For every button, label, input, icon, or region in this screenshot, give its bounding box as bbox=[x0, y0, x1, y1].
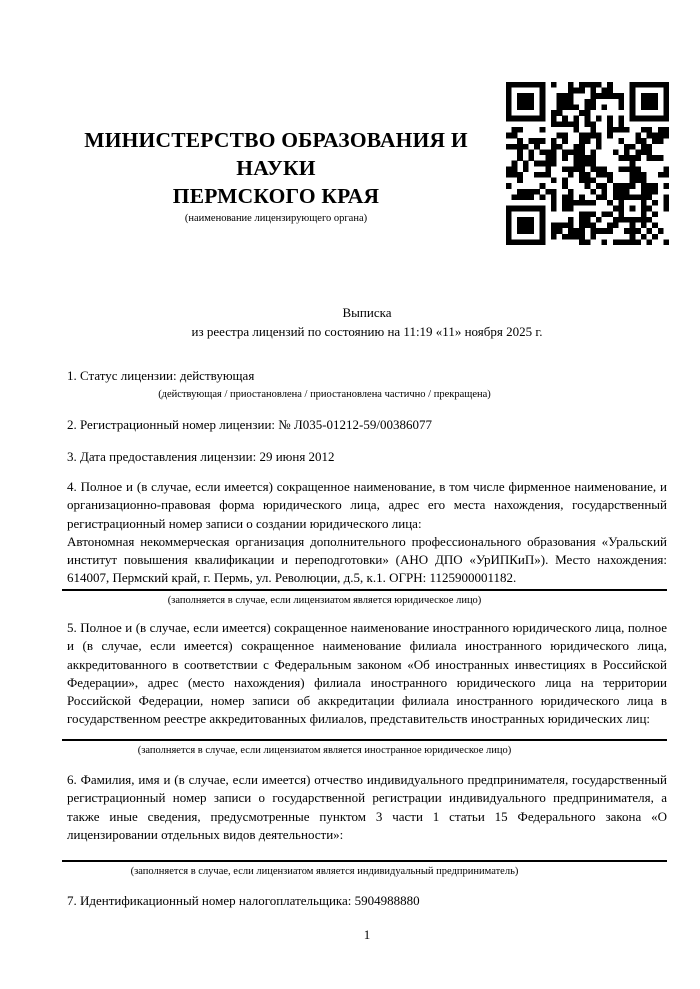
foreign-entity-question: 5. Полное и (в случае, если имеется) сокращенное наименование иностранного юридического лица, полное и (в случае, если имеется) сокращенное наименование филиала иностранного юридического лица, аккредитованного в соответствии с Федеральным законом «Об иностранных инвестициях в Российской Федерации», адрес (место нахождения) филиала иностранного юридического лица на территории Российской Федерации, номер записи об аккредитации филиала иностранного юридического лица в государственном реестре аккредитованных филиалов, представительств иностранных юридических лиц: bbox=[67, 620, 667, 727]
answer-underline bbox=[62, 589, 667, 591]
field-foreign-entity bbox=[67, 619, 667, 758]
document-title-line2: из реестра лицензий по состоянию на 11:19 «11» ноября 2025 г. bbox=[191, 324, 543, 339]
field-grant-date bbox=[67, 448, 667, 466]
legal-entity-answer: Автономная некоммерческая организация дополнительного профессионального образования «Уральский институт повышения квалификации и переподготовки» (АНО ДПО «УрИПКиП»). Место нахождения: 614007, Пермский край, г. Пермь, ул. Революции, д.5, к.1. ОГРН: 1125900001182. bbox=[67, 533, 667, 586]
license-status-text: 1. Статус лицензии: действующая bbox=[67, 368, 255, 383]
ministry-name-line1: МИНИСТЕРСТВО ОБРАЗОВАНИЯ И НАУКИ bbox=[84, 128, 468, 180]
registration-number-text: 2. Регистрационный номер лицензии: № Л035-01212-59/00386077 bbox=[67, 417, 433, 432]
document-title-line1: Выписка bbox=[342, 305, 392, 320]
field-individual-entrepreneur bbox=[67, 771, 667, 879]
foreign-entity-note: (заполняется в случае, если лицензиатом является иностранное юридическое лицо) bbox=[137, 744, 512, 756]
blank-answer-line bbox=[62, 739, 667, 741]
field-legal-entity bbox=[67, 478, 667, 608]
license-status-note: (действующая / приостановлена / приостановлена частично / прекращена) bbox=[158, 389, 491, 401]
taxpayer-number-text: 7. Идентификационный номер налогоплательщика: 5904988880 bbox=[67, 893, 420, 908]
legal-entity-question: 4. Полное и (в случае, если имеется) сокращенное наименование, в том числе фирменное наименование, и организационно-правовая форма юридического лица, адрес его места нахождения, государственный регистрационный номер записи о создании юридического лица: bbox=[67, 479, 667, 531]
page-number: 1 bbox=[363, 927, 371, 942]
field-taxpayer-number bbox=[67, 892, 667, 910]
field-license-status bbox=[67, 367, 667, 402]
field-registration-number bbox=[67, 416, 667, 434]
ministry-caption: (наименование лицензирующего органа) bbox=[184, 213, 368, 224]
document-title bbox=[67, 303, 667, 341]
grant-date-text: 3. Дата предоставления лицензии: 29 июня 2012 bbox=[67, 449, 335, 464]
blank-answer-line bbox=[62, 860, 667, 862]
legal-entity-note: (заполняется в случае, если лицензиатом является юридическое лицо) bbox=[167, 594, 482, 606]
qr-code-icon bbox=[506, 82, 669, 245]
individual-entrepreneur-question: 6. Фамилия, имя и (в случае, если имеется) отчество индивидуального предпринимателя, государственный регистрационный номер записи о государственной регистрации индивидуального предпринимателя, а также иные сведения, предусмотренные пунктом 3 части 1 статьи 15 Федерального закона «О лицензировании отдельных видов деятельности»: bbox=[67, 772, 667, 842]
ministry-name-line2: ПЕРМСКОГО КРАЯ bbox=[172, 184, 380, 208]
ministry-header bbox=[67, 126, 485, 226]
individual-entrepreneur-note: (заполняется в случае, если лицензиатом является индивидуальный предприниматель) bbox=[130, 866, 519, 878]
